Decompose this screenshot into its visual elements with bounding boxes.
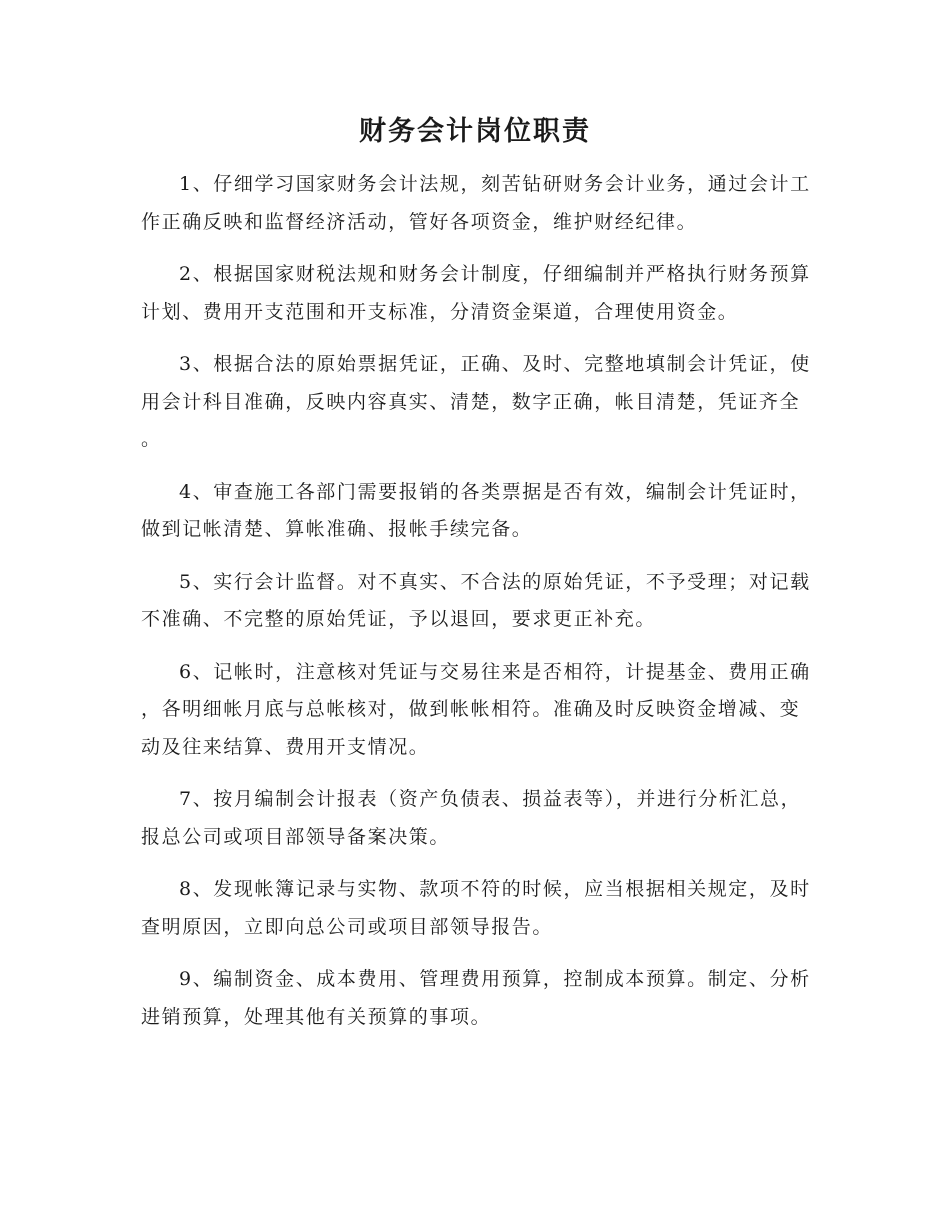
duty-item-8: 8、发现帐簿记录与实物、款项不符的时候，应当根据相关规定，及时查明原因，立即向总公司或项目部领导报告。: [141, 878, 811, 938]
duty-item-4: 4、审查施工各部门需要报销的各类票据是否有效，编制会计凭证时，做到记帐清楚、算帐准确、报帐手续完备。: [141, 480, 811, 540]
duty-item-6: 6、记帐时，注意核对凭证与交易往来是否相符，计提基金、费用正确，各明细帐月底与总帐核对，做到帐帐相符。准确及时反映资金增减、变动及往来结算、费用开支情况。: [141, 660, 811, 758]
duty-item-9: 9、编制资金、成本费用、管理费用预算，控制成本预算。制定、分析进销预算，处理其他有关预算的事项。: [141, 968, 811, 1028]
duty-item-5: 5、实行会计监督。对不真实、不合法的原始凭证，不予受理；对记载不准确、不完整的原始凭证，予以退回，要求更正补充。: [141, 570, 811, 630]
duty-item-1: 1、仔细学习国家财务会计法规，刻苦钻研财务会计业务，通过会计工作正确反映和监督经济活动，管好各项资金，维护财经纪律。: [141, 173, 811, 233]
duty-item-2: 2、根据国家财税法规和财务会计制度，仔细编制并严格执行财务预算计划、费用开支范围和开支标准，分清资金渠道，合理使用资金。: [141, 263, 811, 323]
document-body: [141, 166, 811, 1051]
duty-item-7: 7、按月编制会计报表（资产负债表、损益表等），并进行分析汇总，报总公司或项目部领导备案决策。: [141, 788, 802, 848]
document-title: 财务会计岗位职责: [359, 116, 591, 147]
duty-item-3: 3、根据合法的原始票据凭证，正确、及时、完整地填制会计凭证，使用会计科目准确，反映内容真实、清楚，数字正确，帐目清楚，凭证齐全。: [141, 353, 811, 450]
